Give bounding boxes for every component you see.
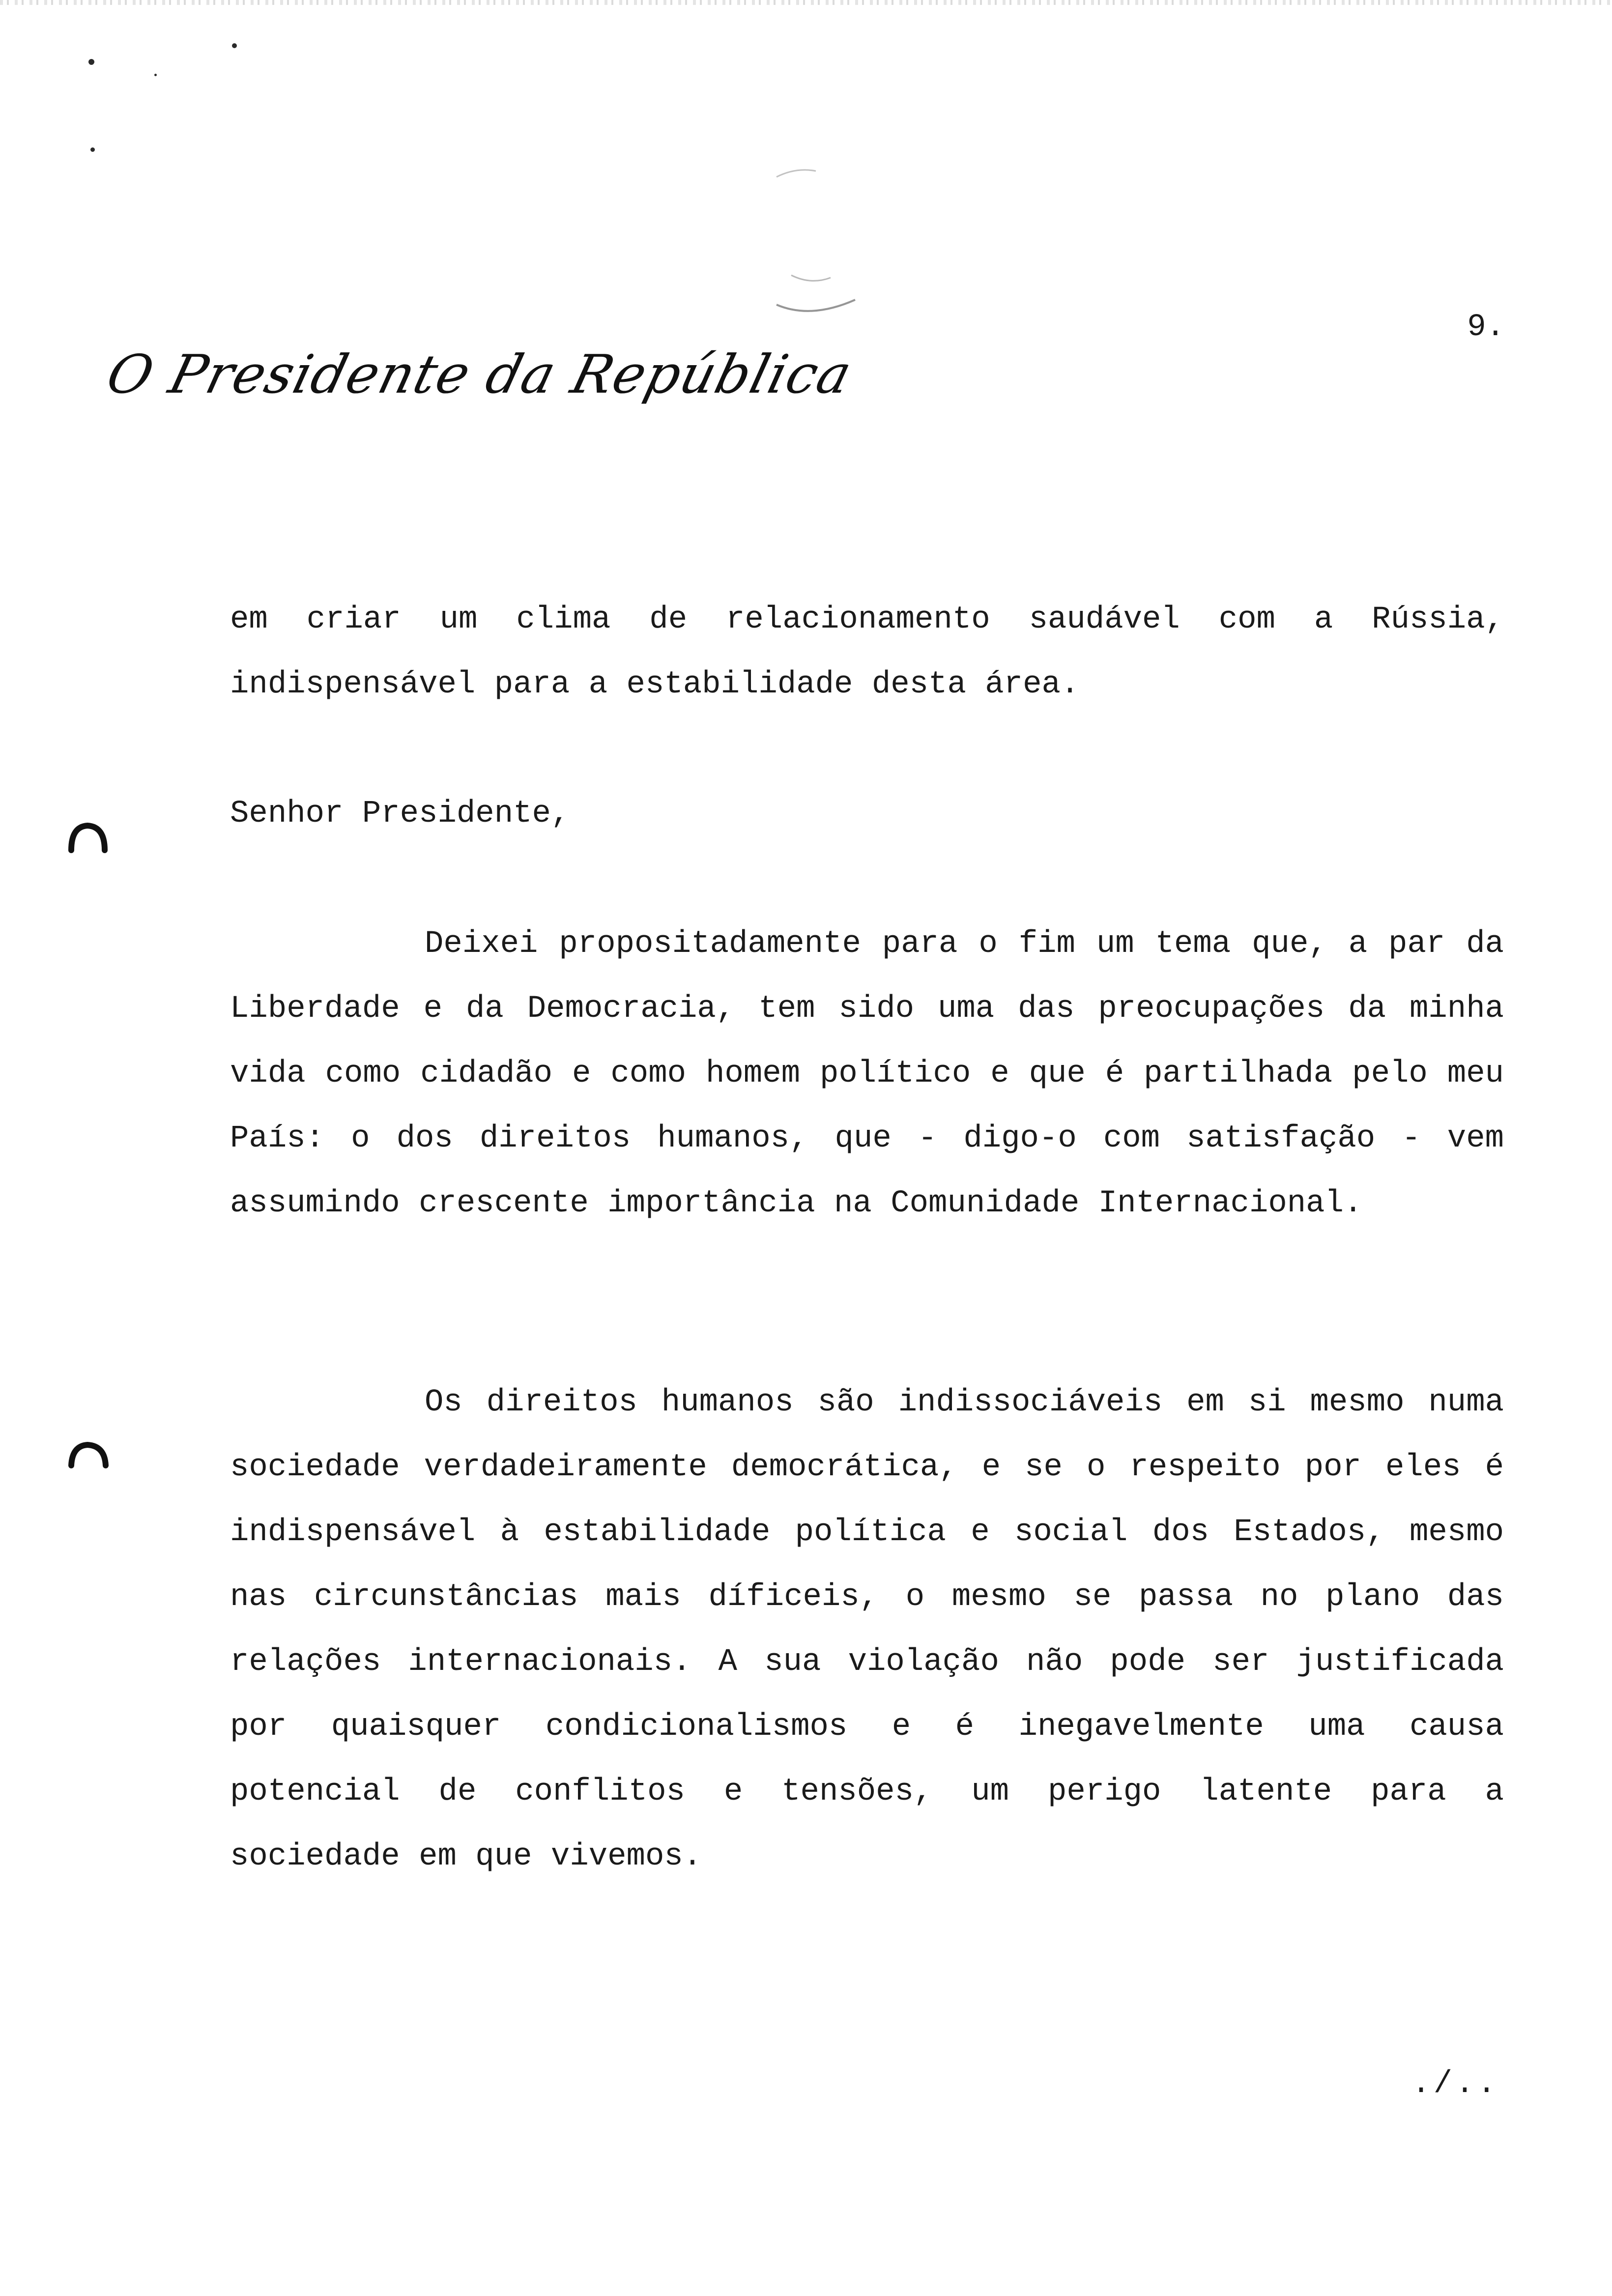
scan-speck	[154, 74, 157, 76]
scan-edge	[0, 0, 1612, 5]
scan-speck	[232, 43, 237, 48]
letter-body	[230, 1370, 1504, 1889]
scan-speck	[90, 147, 95, 152]
letter-salutation	[230, 781, 1504, 846]
punch-hole	[66, 822, 109, 864]
paragraph: Deixei propositadamente para o fim um tema que, a par da Liberdade e da Democracia, tem sido uma das preocupações da minha vida como cidadão e como homem político e que é partilhada pelo meu País: o dos direitos humanos, que - digo-o com satisfação - vem assumindo crescente importância na Comunidade Internacional.	[230, 926, 1504, 1221]
continuation-mark: ./..	[1411, 2066, 1499, 2102]
punch-hole	[66, 1440, 109, 1482]
letter-body	[230, 587, 1504, 717]
paragraph: em criar um clima de relacionamento saudável com a Rússia, indispensável para a estabilidade desta área.	[230, 602, 1504, 702]
letter-body	[230, 912, 1504, 1236]
salutation: Senhor Presidente,	[230, 796, 570, 832]
scan-speck	[88, 59, 94, 65]
page-number: 9.	[1467, 310, 1505, 345]
paragraph: Os direitos humanos são indissociáveis em si mesmo numa sociedade verdadeiramente democrática, e se o respeito por eles é indispensável à estabilidade política e social dos Estados, mesmo nas circunstâncias mais díficeis, o mesmo se passa no plano das relações internacionais. A sua violação não pode ser justificada por quaisquer condicionalismos e é inegavelmente uma causa potencial de conflitos e tensões, um perigo latente para a sociedade em que vivemos.	[230, 1385, 1504, 1874]
faint-stamp	[757, 162, 865, 324]
letterhead: O Presidente da República	[101, 344, 859, 405]
